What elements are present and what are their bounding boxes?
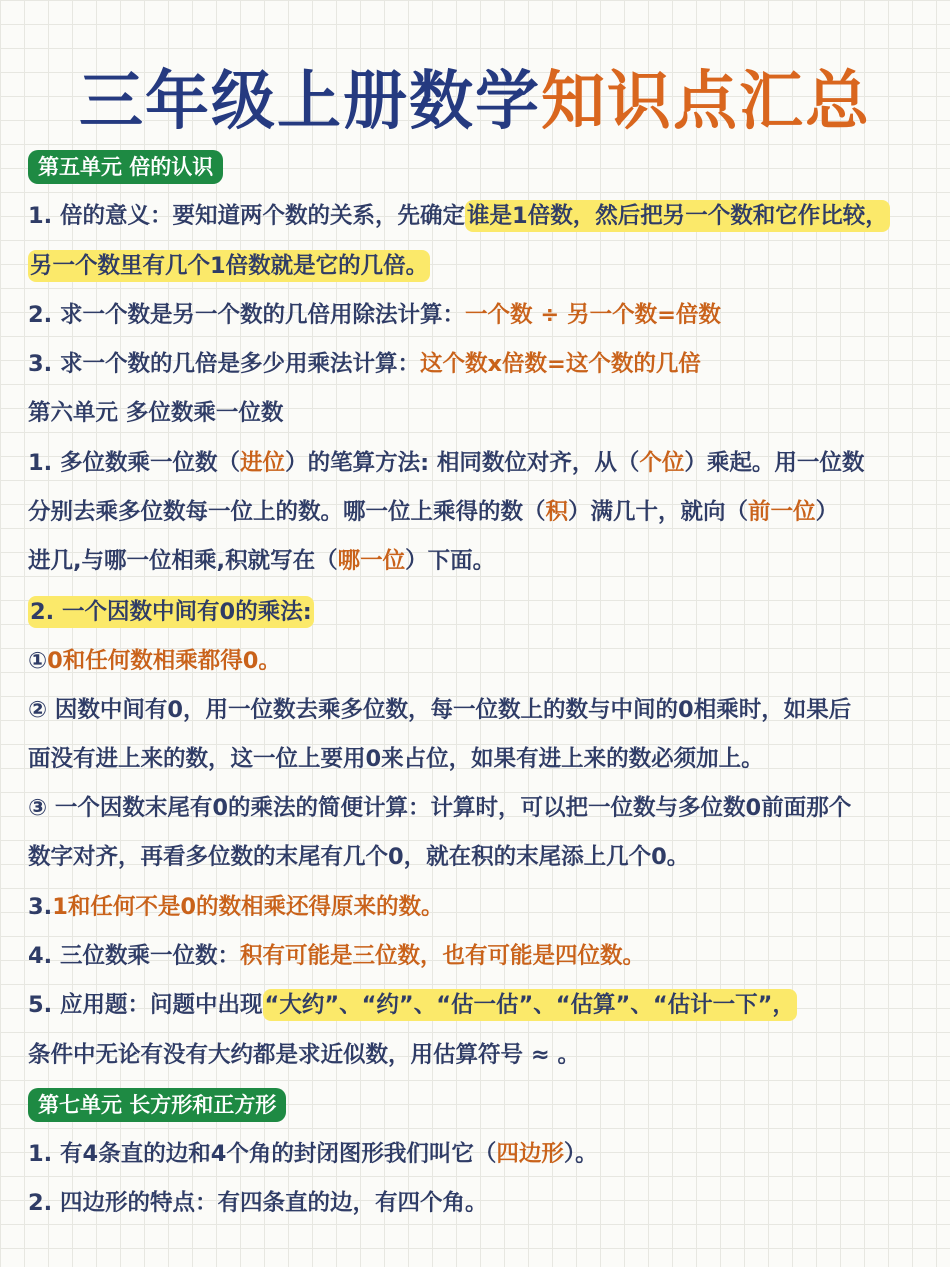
unit6-item1-answer-which: 哪一位 xyxy=(337,548,406,574)
unit6-item4 xyxy=(28,939,645,973)
unit6-item1-text-j: ）下面。 xyxy=(405,548,496,574)
unit6-item2-heading: 2. 一个因数中间有0的乘法: xyxy=(28,596,314,628)
unit6-item5-line1 xyxy=(28,988,797,1022)
unit5-item3-formula: 这个数x倍数=这个数的几倍 xyxy=(420,351,701,377)
unit7-item1-text: 1. 有4条直的边和4个角的封闭图形我们叫它（ xyxy=(28,1141,497,1167)
unit6-item1-answer-carry: 进位 xyxy=(240,450,286,476)
unit7-heading: 第七单元 长方形和正方形 xyxy=(28,1088,286,1122)
unit6-case3-line1: ③ 一个因数末尾有0的乘法的简便计算：计算时，可以把一位数与多位数0前面那个 xyxy=(28,795,852,821)
unit6-item1-line3 xyxy=(28,544,495,578)
unit5-item1-line2 xyxy=(28,249,430,283)
unit6-item1-answer-product: 积 xyxy=(545,499,569,525)
unit6-item1-text-e: ）乘起。用一位数 xyxy=(684,450,865,476)
unit6-item1-answer-prev: 前一位 xyxy=(748,499,816,525)
unit5-item2 xyxy=(28,298,721,332)
unit5-item3 xyxy=(28,347,701,381)
unit6-item1-line1 xyxy=(28,446,864,480)
unit6-item3-text: 1和任何不是0的数相乘还得原来的数。 xyxy=(52,894,444,920)
unit6-item1-text-c: ）的笔算方法: 相同数位对齐，从（ xyxy=(285,450,640,476)
unit5-item1-text: 1. 倍的意义：要知道两个数的关系，先确定 xyxy=(28,203,466,229)
unit7-heading-row xyxy=(28,1088,286,1122)
unit6-case2-line2: 面没有进上来的数，这一位上要用0来占位，如果有进上来的数必须加上。 xyxy=(28,746,764,772)
unit6-item1-line2 xyxy=(28,495,838,529)
unit7-item1-end: ）。 xyxy=(563,1141,598,1167)
unit6-case2-line1: ② 因数中间有0，用一位数去乘多位数，每一位数上的数与中间的0相乘时，如果后 xyxy=(28,697,852,723)
unit6-case1 xyxy=(28,644,281,678)
unit6-item1-text-f: 分别去乘多位数每一位上的数。哪一位上乘得的数（ xyxy=(28,499,546,525)
unit6-item5-highlight: “大约”、“约”、“估一估”、“估算”、“估计一下”， xyxy=(263,989,797,1021)
unit6-item4-text: 4. 三位数乘一位数： xyxy=(28,943,241,969)
case1-text: 0和任何数相乘都得0。 xyxy=(47,648,281,674)
unit5-item1-highlight2: 另一个数里有几个1倍数就是它的几倍。 xyxy=(28,250,430,282)
case1-marker: ① xyxy=(28,648,48,674)
unit6-case3-line2: 数字对齐，再看多位数的末尾有几个0，就在积的末尾添上几个0。 xyxy=(28,844,690,870)
unit6-item4-answer: 积有可能是三位数，也有可能是四位数。 xyxy=(240,943,646,969)
unit6-heading: 第六单元 多位数乘一位数 xyxy=(28,400,284,426)
page-title xyxy=(0,50,950,142)
unit6-item5-text: 5. 应用题：问题中出现 xyxy=(28,992,263,1018)
unit5-item2-formula: 一个数 ÷ 另一个数=倍数 xyxy=(465,302,721,328)
unit7-item2: 2. 四边形的特点：有四条直的边，有四个角。 xyxy=(28,1190,488,1216)
unit5-item3-text: 3. 求一个数的几倍是多少用乘法计算： xyxy=(28,351,421,377)
unit6-item1-text-i: 进几,与哪一位相乘,积就写在（ xyxy=(28,548,338,574)
title-part1: 三年级上册数学 xyxy=(79,65,541,139)
unit6-item2-heading-row xyxy=(28,595,314,629)
unit6-item3-number: 3. xyxy=(28,894,53,920)
unit6-item1-text-h: ） xyxy=(815,499,839,525)
unit6-item1-text-a: 1. 多位数乘一位数（ xyxy=(28,450,241,476)
unit7-item1 xyxy=(28,1137,598,1171)
unit5-item1-line1 xyxy=(28,199,890,233)
unit5-heading-row xyxy=(28,150,223,184)
unit6-item3 xyxy=(28,890,444,924)
unit6-item5-line2: 条件中无论有没有大约都是求近似数，用估算符号 ≈ 。 xyxy=(28,1042,581,1068)
unit7-item1-answer: 四边形 xyxy=(496,1141,564,1167)
unit6-item1-text-g: ）满几十，就向（ xyxy=(568,499,749,525)
title-part2: 知识点汇总 xyxy=(541,65,871,139)
unit6-item1-answer-ones: 个位 xyxy=(639,450,685,476)
unit5-item2-text: 2. 求一个数是另一个数的几倍用除法计算： xyxy=(28,302,466,328)
unit5-item1-highlight1: 谁是1倍数，然后把另一个数和它作比较， xyxy=(465,200,890,232)
unit5-heading: 第五单元 倍的认识 xyxy=(28,150,223,184)
